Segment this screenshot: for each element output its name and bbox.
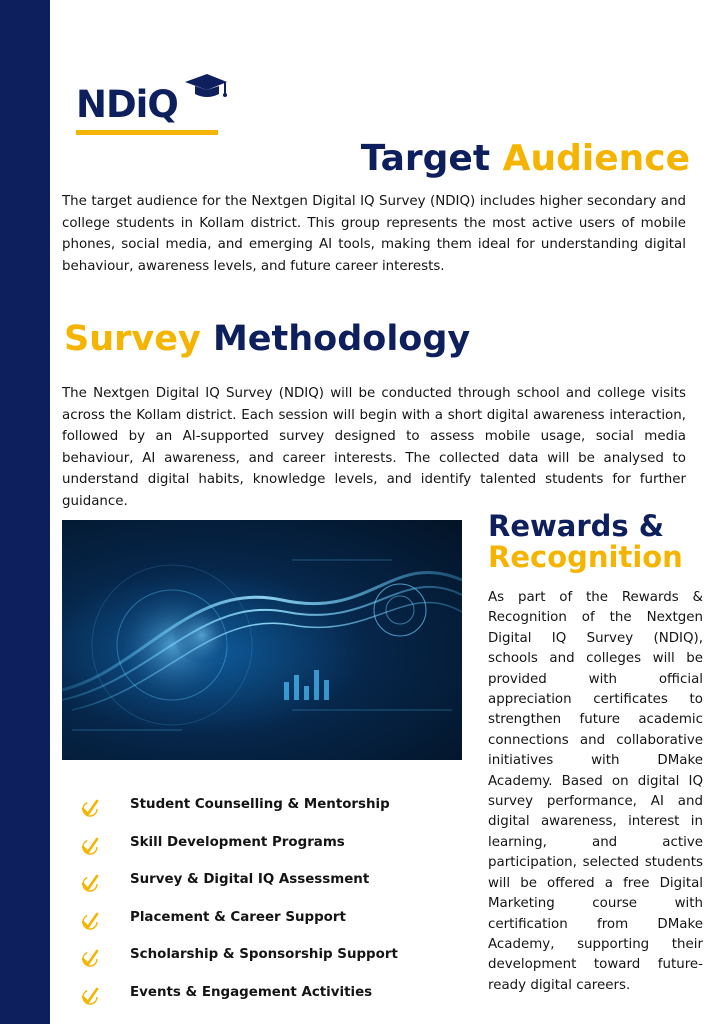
list-item-label: Scholarship & Sponsorship Support [130,947,398,963]
list-item [78,830,458,868]
target-audience-heading [0,136,690,182]
rewards-heading [488,511,683,573]
list-item-label: Events & Engagement Activities [130,984,373,1000]
check-icon [80,873,100,893]
list-item-label: Placement & Career Support [130,909,346,925]
target-audience-text: The target audience for the Nextgen Digital IQ Survey (NDIQ) includes higher secondary and college students in Kollam district. This group represents the most active users of mobile phones, social media, and emerging AI tools, making them ideal for understanding digital behaviour, awareness levels, and future career interests. [62,194,686,274]
rewards-text: As part of the Rewards & Recognition of the Nextgen Digital IQ Survey (NDIQ), schools and colleges will be provided with official appreciation certificates to strengthen future academic connections and collaborative initiatives with DMake Academy. Based on digital IQ survey performance, AI and digital awareness, interest in learning, and active participation, selected students will be offered a free Digital Marketing course with certification from DMake Academy, supporting their development toward future-ready digital careers. [488,590,703,993]
heading-part-navy: Rewards & [488,509,665,543]
logo-underline [76,130,218,135]
heading-part-navy: Target [360,138,491,179]
ai-technology-image [62,520,462,760]
list-item [78,792,458,830]
list-item [78,867,458,905]
heading-part-gold: Recognition [488,540,683,574]
logo-text: NDiQ [76,83,178,126]
list-item [78,905,458,943]
check-icon [80,836,100,856]
list-item-label: Survey & Digital IQ Assessment [130,872,370,888]
heading-part-navy: Methodology [212,319,471,359]
ndiq-logo [76,72,226,138]
check-icon [80,948,100,968]
survey-methodology-heading [64,316,470,362]
check-icon [80,798,100,818]
graduation-cap-icon [181,72,229,102]
check-icon [80,911,100,931]
list-item-label: Student Counselling & Mentorship [130,797,390,812]
survey-methodology-text: The Nextgen Digital IQ Survey (NDIQ) will be conducted through school and college visits across the Kollam district. Each session will begin with a short digital awareness interaction, followed by an AI-supported survey designed to assess mobile usage, social media behaviour, AI awareness, and career interests. The collected data will be analysed to understand digital habits, knowledge levels, and identify talented students for further guidance. [62,386,686,509]
list-item [78,980,458,1018]
list-item-label: Skill Development Programs [130,834,345,850]
hero-illustration [62,520,462,760]
heading-part-gold: Audience [502,138,690,179]
heading-part-gold: Survey [64,319,201,359]
check-icon [80,986,100,1006]
benefits-list [78,792,458,1018]
list-item [78,942,458,980]
